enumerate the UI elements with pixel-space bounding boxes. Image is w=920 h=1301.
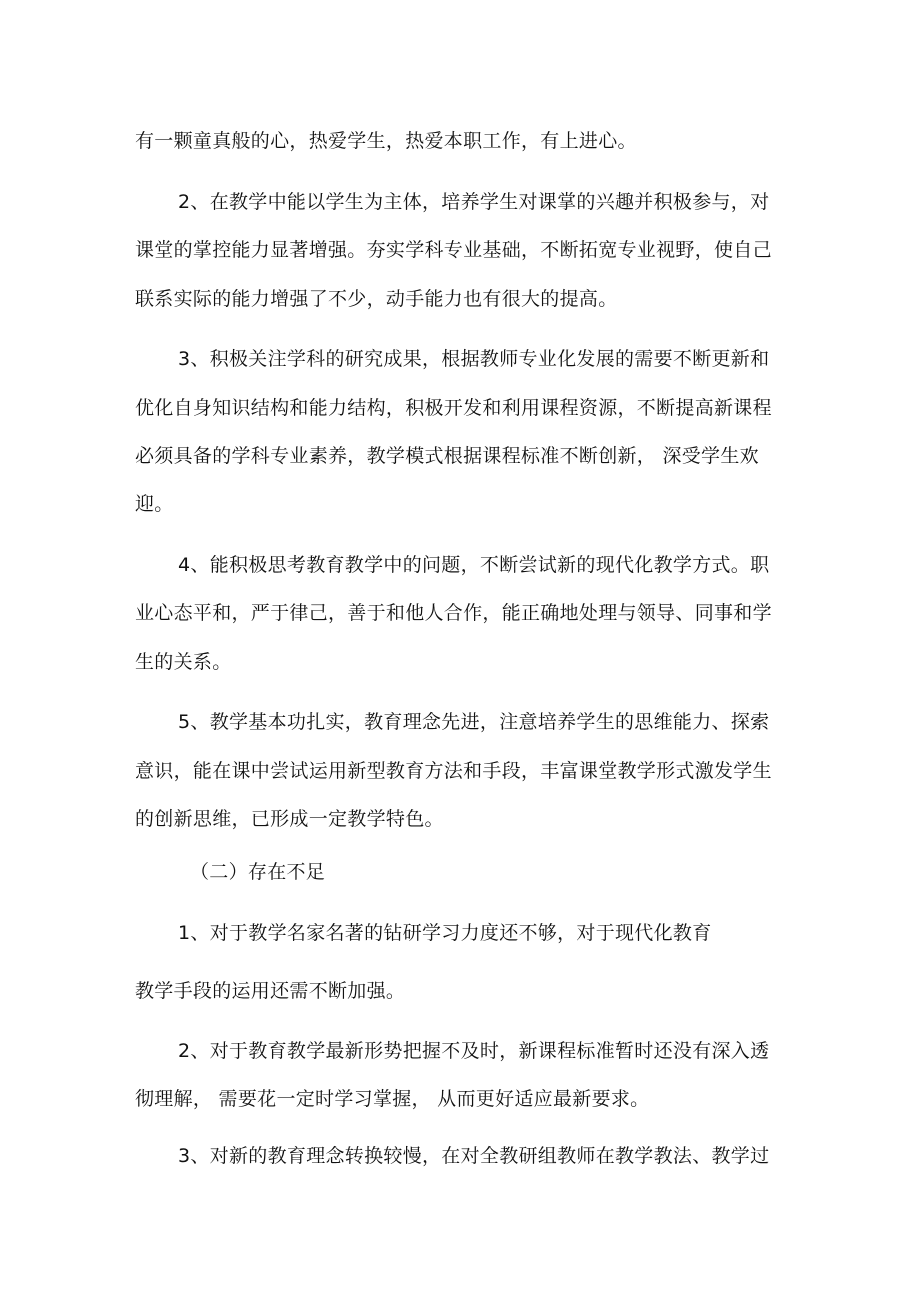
paragraph-line: 2、在教学中能以学生为主体，培养学生对课掌的兴趣并积极参与，对	[178, 191, 770, 213]
paragraph-line: 3、对新的教育理念转换较慢，在对全教研组教师在教学教法、教学过	[178, 1145, 770, 1167]
paragraph-line: 意识，能在课中尝试运用新型教育方法和手段，丰富课堂教学形式激发学生	[135, 760, 772, 782]
paragraph-line: 1、对于教学名家名著的钻研学习力度还不够，对于现代化教育	[178, 922, 712, 944]
paragraph-line: 业心态平和，严于律己，善于和他人合作，能正确地处理与领导、同事和学	[135, 602, 772, 624]
paragraph-line: 优化自身知识结构和能力结构，积极开发和利用课程资源，不断提高新课程	[135, 397, 772, 419]
paragraph-line: 课堂的掌控能力显著增强。夯实学科专业基础，不断拓宽专业视野，使自己	[135, 239, 772, 261]
section-heading: （二）存在不足	[190, 861, 326, 883]
paragraph-line: 生的关系。	[135, 651, 232, 673]
paragraph-line: 迎。	[135, 493, 174, 515]
paragraph-line: 彻理解， 需要花一定时学习掌握， 从而更好适应最新要求。	[135, 1088, 650, 1110]
paragraph-line: 必须具备的学科专业素养，教学模式根据课程标准不断创新， 深受学生欢	[135, 445, 759, 467]
paragraph-line: 4、能积极思考教育教学中的问题，不断尝试新的现代化教学方式。职	[178, 554, 770, 576]
paragraph-line: 2、对于教育教学最新形势把握不及时，新课程标准暂时还没有深入透	[178, 1040, 770, 1062]
paragraph-line: 教学手段的运用还需不断加强。	[135, 980, 406, 1002]
paragraph-line: 联系实际的能力增强了不少，动手能力也有很大的提高。	[135, 288, 618, 310]
paragraph-line: 3、积极关注学科的研究成果，根据教师专业化发展的需要不断更新和	[178, 348, 770, 370]
paragraph-line: 5、教学基本功扎实，教育理念先进，注意培养学生的思维能力、探索	[178, 711, 770, 733]
paragraph-line: 有一颗童真般的心，热爱学生，热爱本职工作，有上进心。	[135, 130, 637, 152]
paragraph-line: 的创新思维，已形成一定教学特色。	[135, 808, 444, 830]
